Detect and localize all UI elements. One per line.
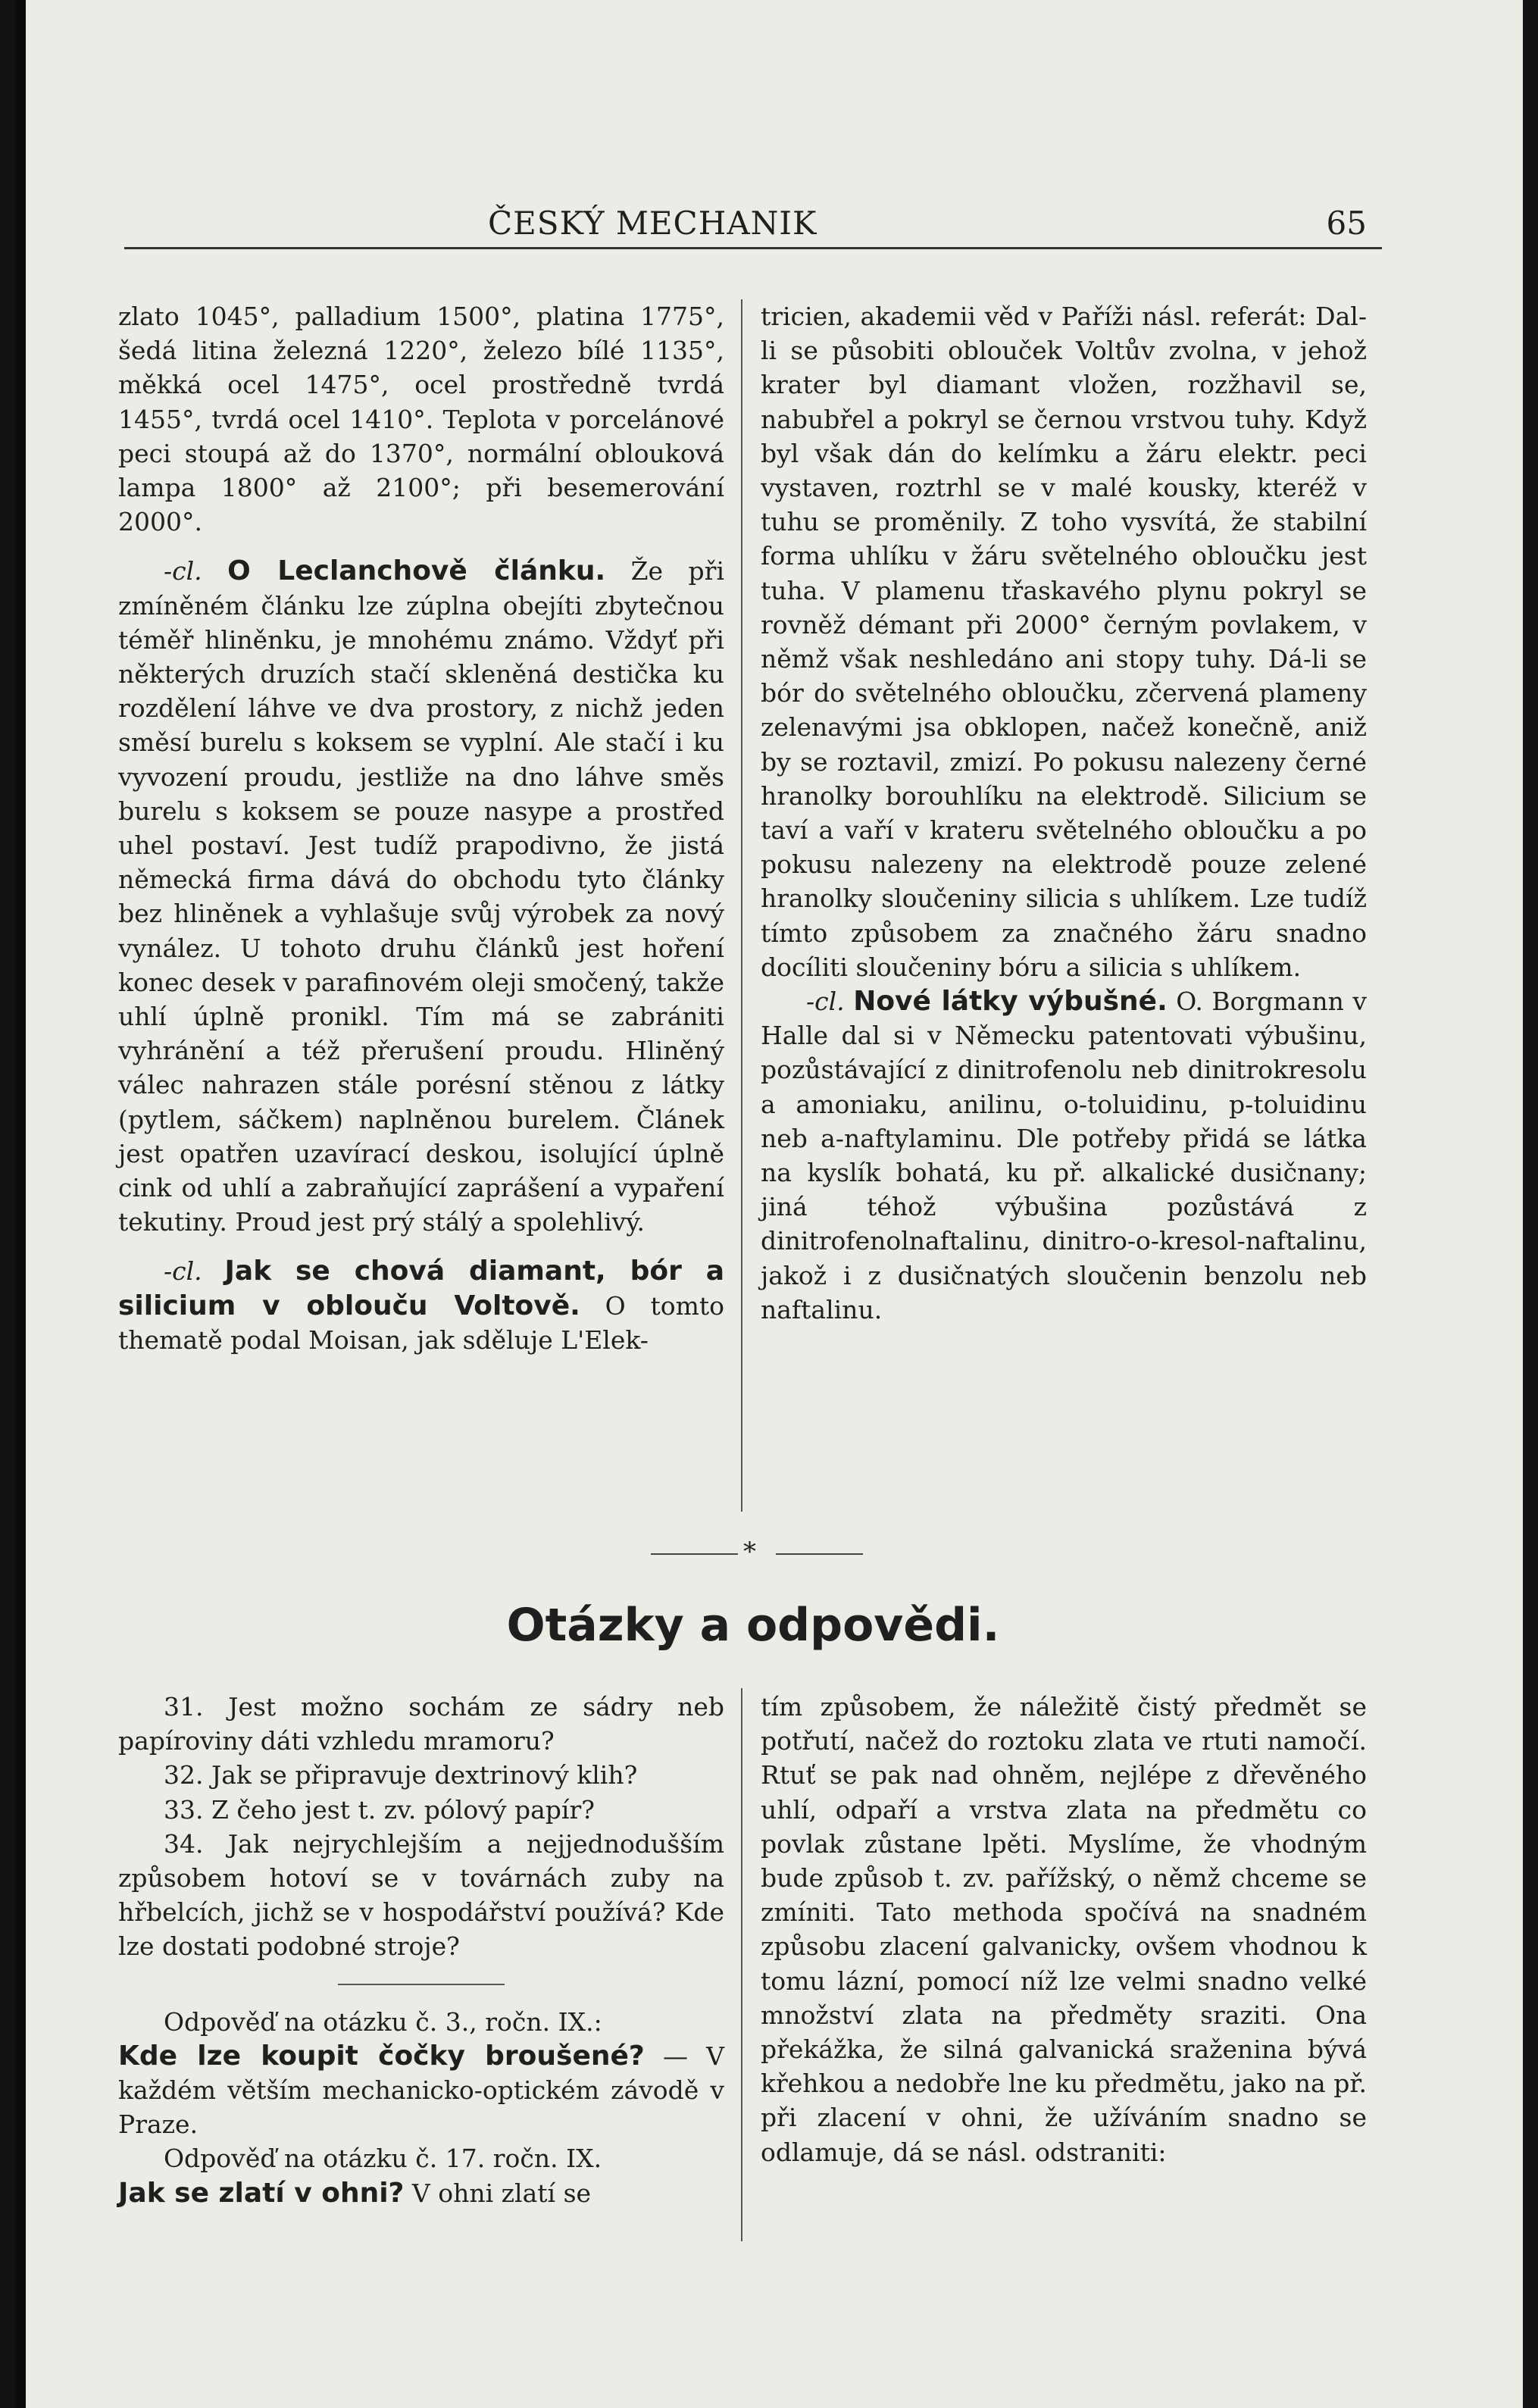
answer bbox=[118, 2176, 724, 2210]
running-head bbox=[124, 199, 1382, 249]
article-column-right bbox=[761, 299, 1367, 1327]
paragraph-text: O tomto thematě podal Moisan, jak sděluje L'Elek- bbox=[118, 1290, 724, 1355]
question: 32. Jak se připravuje dextrinový klih? bbox=[164, 1760, 638, 1790]
paragraph-text: O. Borgmann v Halle dal si v Německu patentovati výbušinu, pozůstávající z dinitrofenolu neb dinitrokresolu a amoniaku, anilinu, o-toluidinu, p-toluidinu neb a-naftylaminu. Dle potřeby přidá se látka na kyslík bohatá, ku př. alkalické dusičnany; jiná téhož výbušina pozůstává z dinitrofenolnaftalinu, dinitro-o-kresol-naftalinu, jakož i z dusičnatých sloučenin benzolu neb naftalinu. bbox=[761, 987, 1367, 1324]
paragraph bbox=[761, 984, 1367, 1327]
author-mark: -cl. bbox=[164, 1256, 202, 1287]
answer-text: V ohni zlatí se bbox=[411, 2178, 592, 2208]
answer-continuation: tím způsobem, že náležitě čistý předmět se potřutí, načež do roztoku zlata ve rtuti namočí. Rtuť se pak nad ohněm, nejlépe z dřevěného uhlí, odpaří a vrstva zlata na předmětu co povlak zůstane lpěti. Myslíme, že vhodným bude způsob t. zv. pařížský, o němž chceme se zmíniti. Tato methoda spočívá na snadném způsobu zlacení galvanicky, ovšem vhodnou k tomu lázní, pomocí níž lze velmi snadno velké množství zlata na předměty sraziti. Ona překážka, že silná galvanická sraženina bývá křehkou a nedobře lne ku předmětu, jako na př. při zlacení v ohni, že užíváním snadno se odlamuje, dá se násl. odstraniti: bbox=[761, 1692, 1367, 2167]
paragraph bbox=[118, 1254, 724, 1357]
article-column-left bbox=[118, 299, 724, 1357]
section-separator bbox=[651, 1537, 863, 1567]
answer-text: — V každém větším mechanicko-optickém závodě v Praze. bbox=[118, 2041, 724, 2140]
answer-intro: Odpověď na otázku č. 3., ročn. IX.: bbox=[164, 2006, 602, 2037]
separator-line bbox=[651, 1553, 738, 1555]
paragraph bbox=[118, 554, 724, 1239]
divider-rule bbox=[338, 1984, 505, 1985]
answer-heading: Kde lze koupit čočky broušené? bbox=[118, 2040, 645, 2072]
answer-intro: Odpověď na otázku č. 17. ročn. IX. bbox=[164, 2144, 602, 2174]
section-heading: Jak se chová diamant, bór a silicium v oblouču Voltově. bbox=[118, 1256, 724, 1321]
section-heading: Nové látky výbušné. bbox=[853, 986, 1168, 1018]
paragraph: tricien, akademii věd v Paříži násl. referát: Dal-li se působiti oblouček Voltův zvolna, v jehož krater byl diamant vložen, rozžhavil se, nabubřel a pokryl se černou vrstvou tuhy. Když byl však dán do kelímku a žáru elektr. peci vystaven, roztrhl se v malé kousky, kteréž v tuhu se proměnily. Z toho vysvítá, že stabilní forma uhlíku v žáru světelného obloučku jest tuha. V plamenu třaskavého plynu pokryl se rovněž démant při 2000° černým povlakem, v němž však neshledáno ani stopy tuhy. Dá-li se bór do světelného obloučku, zčervená plameny zelenavými jsa obklopen, načež konečně, aniž by se roztavil, zmizí. Po pokusu nalezeny černé hranolky borouhlíku na elektrodě. Silicium se taví a vaří v krateru světelného obloučku a po pokusu nalezeny na elektrodě pouze zelené hranolky sloučeniny silicia s uhlíkem. Lze tudíž tímto způsobem za značného žáru snadno docíliti sloučeniny bóru a silicia s uhlíkem. bbox=[761, 302, 1367, 982]
section-title: Otázky a odpovědi. bbox=[506, 1599, 1000, 1652]
column-divider bbox=[741, 299, 742, 1512]
qa-column-right bbox=[761, 1690, 1367, 2169]
column-divider bbox=[741, 1688, 742, 2241]
asterisk-ornament: * bbox=[743, 1537, 756, 1567]
question: 31. Jest možno sochám ze sádry neb papíroviny dáti vzhledu mramoru? bbox=[118, 1692, 724, 1756]
paragraph-text: Že při zmíněném článku lze zúplna obejíti zbytečnou téměř hliněnku, je mnohému známo. Vždyť při některých druzích stačí skleněná destička ku rozdělení láhve ve dva prostory, z nichž jeden směsí burelu s koksem se vyplní. Ale stačí i ku vyvození proudu, jestliže na dno láhve směs burelu s koksem se pouze nasype a prostřed uhel postaví. Jest tudíž prapodivno, že jistá německá firma dává do obchodu tyto články bez hliněnek a vyhlašuje svůj výrobek za nový vynález. U tohoto druhu článků jest hoření konec desek v parafinovém oleji smočený, takže uhlí úplně pronikl. Tím má se zabrániti vyhránění a též přerušení proudu. Hliněný válec nahrazen stále porésní stěnou z látky (pytlem, sáčkem) naplněnou burelem. Článek jest opatřen uzavírací deskou, isolující úplně cink od uhlí a zabraňující zaprášení a vypaření tekutiny. Proud jest prý stálý a spolehlivý. bbox=[118, 556, 724, 1237]
journal-title: ČESKÝ MECHANIK bbox=[488, 205, 817, 242]
page bbox=[15, 0, 1523, 2408]
author-mark: -cl. bbox=[806, 987, 845, 1017]
paragraph: zlato 1045°, palladium 1500°, platina 1775°, šedá litina železná 1220°, železo bílé 1135°, měkká ocel 1475°, ocel prostředně tvrdá 1455°, tvrdá ocel 1410°. Teplota v porcelánové peci stoupá až do 1370°, normální oblouková lampa 1800° až 2100°; při besemerování 2000°. bbox=[118, 302, 724, 537]
question: 34. Jak nejrychlejším a nejjednodušším způsobem hotoví se v továrnách zuby na hřbelcích, jichž se v hospodářství používá? Kde lze dostati podobné stroje? bbox=[118, 1828, 724, 1962]
separator-line bbox=[776, 1553, 863, 1555]
answer-heading: Jak se zlatí v ohni? bbox=[118, 2177, 405, 2209]
page-number: 65 bbox=[1326, 205, 1367, 242]
question: 33. Z čeho jest t. zv. pólový papír? bbox=[164, 1794, 595, 1825]
answer bbox=[118, 2039, 724, 2142]
qa-column-left bbox=[118, 1690, 724, 2210]
author-mark: -cl. bbox=[164, 556, 202, 586]
section-heading: O Leclanchově článku. bbox=[227, 555, 606, 587]
